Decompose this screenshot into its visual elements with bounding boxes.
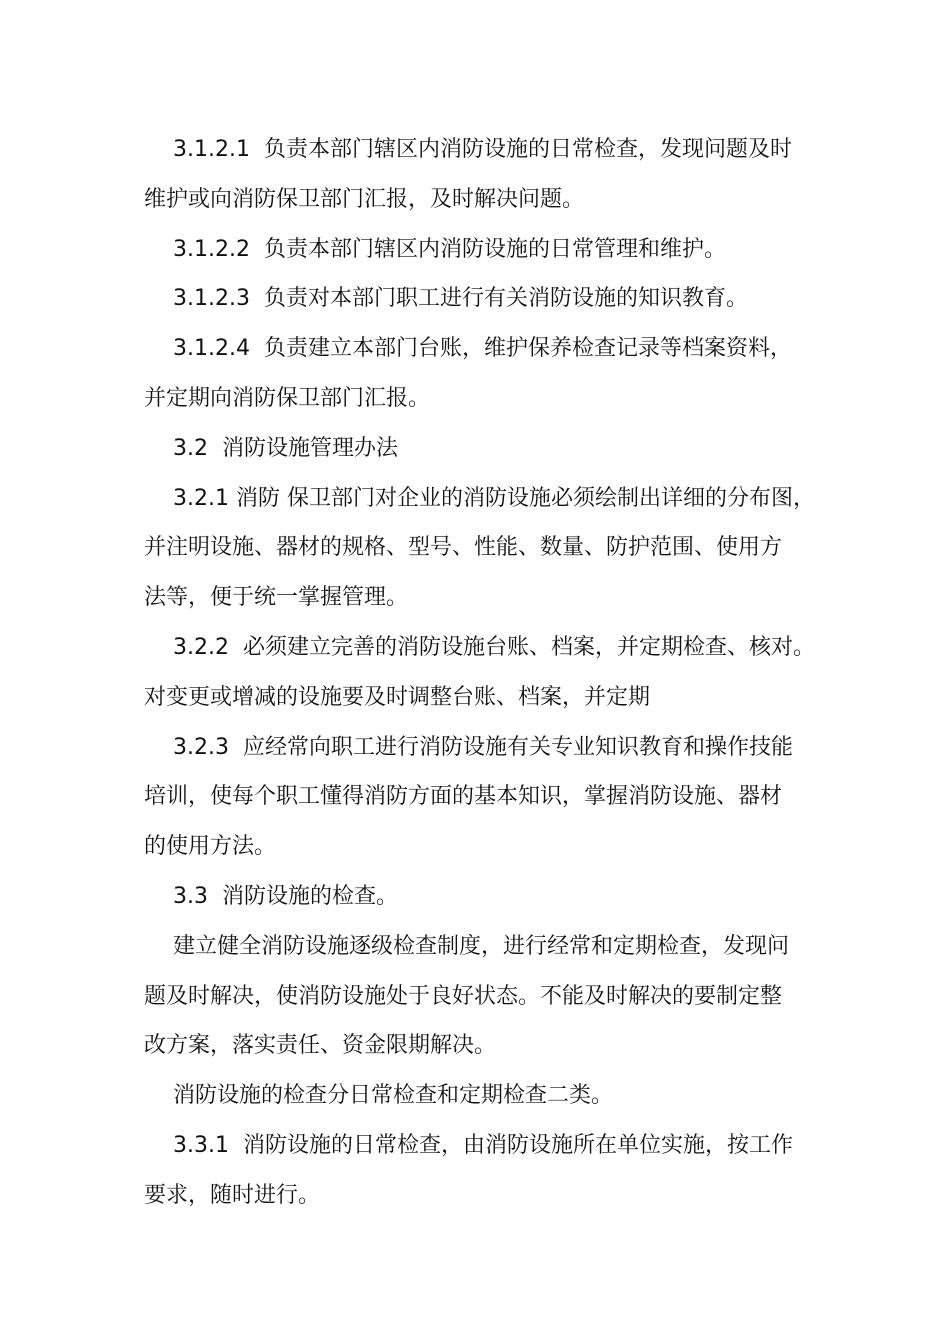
- section-heading-3-2: 3.2 消防设施管理办法: [173, 435, 398, 461]
- paragraph-inspection-system-line-1: 建立健全消防设施逐级检查制度，进行经常和定期检查，发现问: [173, 933, 790, 959]
- paragraph-3-2-1-line-3: 法等，便于统一掌握管理。: [144, 585, 409, 611]
- document-body: [144, 125, 824, 1221]
- paragraph-3-2-2-line-2: 对变更或增减的设施要及时调整台账、档案，并定期: [144, 684, 651, 710]
- paragraph-3-1-2-4-line-2: 并定期向消防保卫部门汇报。: [144, 385, 431, 411]
- paragraph-3-1-2-4-line-1: 3.1.2.4 负责建立本部门台账，维护保养检查记录等档案资料，: [173, 336, 792, 362]
- section-heading-3-3: 3.3 消防设施的检查。: [173, 883, 398, 909]
- paragraph-3-2-3-line-1: 3.2.3 应经常向职工进行消防设施有关专业知识教育和操作技能: [173, 734, 793, 760]
- paragraph-inspection-system-line-3: 改方案，落实责任、资金限期解决。: [144, 1033, 497, 1059]
- paragraph-3-1-2-1-line-1: 3.1.2.1 负责本部门辖区内消防设施的日常检查，发现问题及时: [173, 137, 792, 162]
- paragraph-3-2-1-line-2: 并注明设施、器材的规格、型号、性能、数量、防护范围、使用方: [144, 535, 783, 561]
- paragraph-3-2-1-line-1: 3.2.1 消防 保卫部门对企业的消防设施必须绘制出详细的分布图，: [173, 485, 815, 511]
- paragraph-3-2-3-line-3: 的使用方法。: [144, 834, 277, 860]
- paragraph-3-2-3-line-2: 培训，使每个职工懂得消防方面的基本知识，掌握消防设施、器材: [144, 784, 783, 810]
- paragraph-3-3-1-line-2: 要求，随时进行。: [144, 1182, 321, 1208]
- paragraph-inspection-system-line-2: 题及时解决，使消防设施处于良好状态。不能及时解决的要制定整: [144, 983, 783, 1009]
- paragraph-inspection-types: 消防设施的检查分日常检查和定期检查二类。: [173, 1083, 614, 1109]
- paragraph-3-3-1-line-1: 3.3.1 消防设施的日常检查，由消防设施所在单位实施，按工作: [173, 1132, 793, 1158]
- paragraph-3-1-2-1-line-2: 维护或向消防保卫部门汇报，及时解决问题。: [144, 186, 585, 212]
- paragraph-3-1-2-2: 3.1.2.2 负责本部门辖区内消防设施的日常管理和维护。: [173, 236, 726, 262]
- paragraph-3-2-2-line-1: 3.2.2 必须建立完善的消防设施台账、档案，并定期检查、核对。: [173, 634, 815, 660]
- paragraph-3-1-2-3: 3.1.2.3 负责对本部门职工进行有关消防设施的知识教育。: [173, 286, 748, 312]
